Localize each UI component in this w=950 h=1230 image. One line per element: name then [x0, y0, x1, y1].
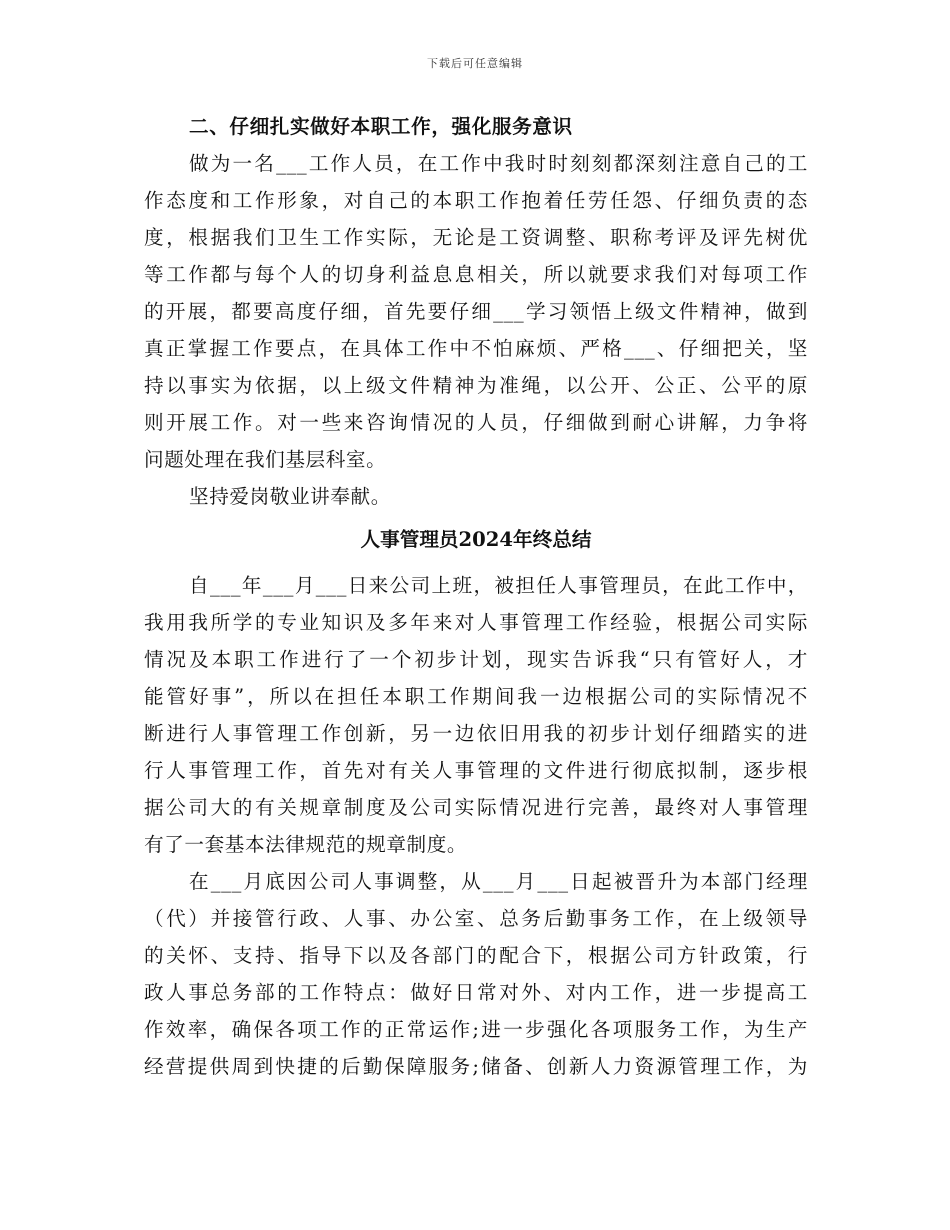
text-line: 的关怀、支持、指导下以及各部门的配合下，根据公司方针政策，行 [144, 944, 808, 967]
text-line: 问题处理在我们基层科室。 [144, 448, 387, 471]
text-line: 自___年___月___日来公司上班，被担任人事管理员，在此工作中， [189, 574, 808, 597]
text-line: 情况及本职工作进行了一个初步计划，现实告诉我“只有管好人，才 [144, 648, 808, 671]
text-line: 行人事管理工作，首先对有关人事管理的文件进行彻底拟制，逐步根 [144, 759, 808, 782]
text-line: 真正掌握工作要点，在具体工作中不怕麻烦、严格___、仔细把关，坚 [144, 337, 808, 360]
text-line: 则开展工作。对一些来咨询情况的人员，仔细做到耐心讲解，力争将 [144, 411, 808, 434]
section1-paragraph-1 [144, 145, 808, 478]
text-line: 作效率，确保各项工作的正常运作;进一步强化各项服务工作，为生产 [144, 1018, 808, 1041]
text-line: 经营提供周到快捷的后勤保障服务;储备、创新人力资源管理工作，为 [144, 1055, 808, 1078]
text-line: 政人事总务部的工作特点：做好日常对外、对内工作，进一步提高工 [144, 981, 808, 1004]
section-heading: 二、仔细扎实做好本职工作，强化服务意识 [189, 115, 573, 138]
text-line: 有了一套基本法律规范的规章制度。 [144, 833, 468, 856]
text-line: 能管好事”，所以在担任本职工作期间我一边根据公司的实际情况不 [144, 685, 808, 708]
header-note: 下载后可任意编辑 [427, 57, 523, 70]
section1-paragraph-2: 坚持爱岗敬业讲奉献。 [189, 485, 391, 508]
text-line: 在___月底因公司人事调整，从___月___日起被晋升为本部门经理 [189, 870, 808, 893]
text-line: 的开展，都要高度仔细，首先要仔细___学习领悟上级文件精神，做到 [144, 300, 808, 323]
text-line: 据公司大的有关规章制度及公司实际情况进行完善，最终对人事管理 [144, 796, 808, 819]
text-line: 度，根据我们卫生工作实际，无论是工资调整、职称考评及评先树优 [144, 226, 808, 249]
text-line: 断进行人事管理工作创新，另一边依旧用我的初步计划仔细踏实的进 [144, 722, 808, 745]
text-line: 作态度和工作形象，对自己的本职工作抱着任劳任怨、仔细负责的态 [144, 189, 808, 212]
section2-paragraph-1 [144, 567, 808, 863]
document-body [144, 108, 808, 1085]
text-line: （代）并接管行政、人事、办公室、总务后勤事务工作，在上级领导 [144, 907, 808, 930]
document-title: 人事管理员2024年终总结 [360, 528, 592, 551]
section2-paragraph-2 [144, 863, 808, 1085]
text-line: 做为一名___工作人员，在工作中我时时刻刻都深刻注意自己的工 [189, 152, 808, 175]
text-line: 我用我所学的专业知识及多年来对人事管理工作经验，根据公司实际 [144, 611, 808, 634]
text-line: 等工作都与每个人的切身利益息息相关，所以就要求我们对每项工作 [144, 263, 808, 286]
text-line: 持以事实为依据，以上级文件精神为准绳，以公开、公正、公平的原 [144, 374, 808, 397]
